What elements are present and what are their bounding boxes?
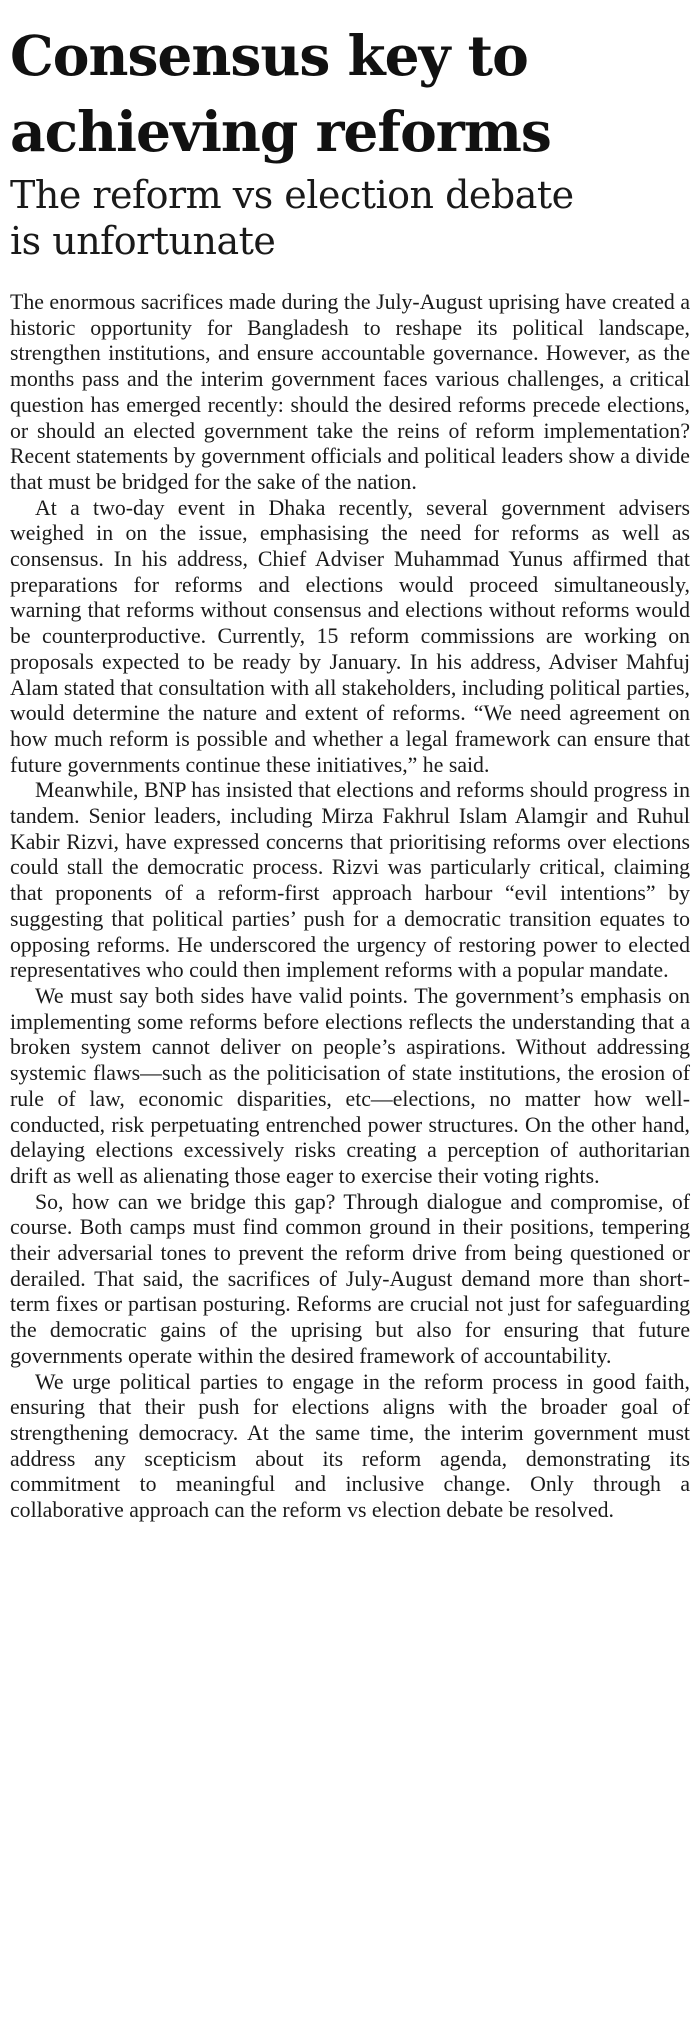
subheadline-line: is unfortunate <box>10 219 276 263</box>
body-paragraph: At a two-day event in Dhaka recently, several government advisers weighed in on the issue, emphasising the need for reforms as well as consensus. In his address, Chief Adviser Muhammad Yunus affirmed that preparations for reforms and elections would proceed simultaneously, warning that reforms without consensus and elections without reforms would be counterproductive. Currently, 15 reform commissions are working on proposals expected to be ready by January. In his address, Adviser Mahfuj Alam stated that consultation with all stakeholders, including political parties, would determine the nature and extent of reforms. “We need agreement on how much reform is possible and whether a legal framework can ensure that future governments continue these initiatives,” he said. <box>10 495 690 777</box>
headline-line: achieving reforms <box>10 99 551 164</box>
subheadline <box>10 172 690 264</box>
headline-line: Consensus key to <box>10 23 528 88</box>
editorial-article <box>10 18 690 1524</box>
body-paragraph: We urge political parties to engage in the reform process in good faith, ensuring that their push for elections aligns with the broader goal of strengthening democracy. At the same time, the interim government must address any scepticism about its reform agenda, demonstrating its commitment to meaningful and inclusive change. Only through a collaborative approach can the reform vs election debate be resolved. <box>10 1369 690 1523</box>
article-body <box>10 290 690 1524</box>
subheadline-line: The reform vs election debate <box>10 173 574 217</box>
body-paragraph: Meanwhile, BNP has insisted that elections and reforms should progress in tandem. Senior leaders, including Mirza Fakhrul Islam Alamgir and Ruhul Kabir Rizvi, have expressed concerns that prioritising reforms over elections could stall the democratic process. Rizvi was particularly critical, claiming that proponents of a reform-first approach harbour “evil intentions” by suggesting that political parties’ push for a democratic transition equates to opposing reforms. He underscored the urgency of restoring power to elected representatives who could then implement reforms with a popular mandate. <box>10 778 690 983</box>
headline <box>10 18 690 170</box>
body-paragraph: We must say both sides have valid points. The government’s emphasis on implementing some reforms before elections reflects the understanding that a broken system cannot deliver on people’s aspirations. Without addressing systemic flaws—such as the politicisation of state institutions, the erosion of rule of law, economic disparities, etc—elections, no matter how well-conducted, risk perpetuating entrenched power structures. On the other hand, delaying elections excessively risks creating a perception of authoritarian drift as well as alienating those eager to exercise their voting rights. <box>10 983 690 1188</box>
body-paragraph: The enormous sacrifices made during the July-August uprising have created a historic opportunity for Bangladesh to reshape its political landscape, strengthen institutions, and ensure accountable governance. However, as the months pass and the interim government faces various challenges, a critical question has emerged recently: should the desired reforms precede elections, or should an elected government take the reins of reform implementation? Recent statements by government officials and political leaders show a divide that must be bridged for the sake of the nation. <box>10 290 690 494</box>
body-paragraph: So, how can we bridge this gap? Through dialogue and compromise, of course. Both camps must find common ground in their positions, tempering their adversarial tones to prevent the reform drive from being questioned or derailed. That said, the sacrifices of July-August demand more than short-term fixes or partisan posturing. Reforms are crucial not just for safeguarding the democratic gains of the uprising but also for ensuring that future governments operate within the desired framework of accountability. <box>10 1189 690 1368</box>
